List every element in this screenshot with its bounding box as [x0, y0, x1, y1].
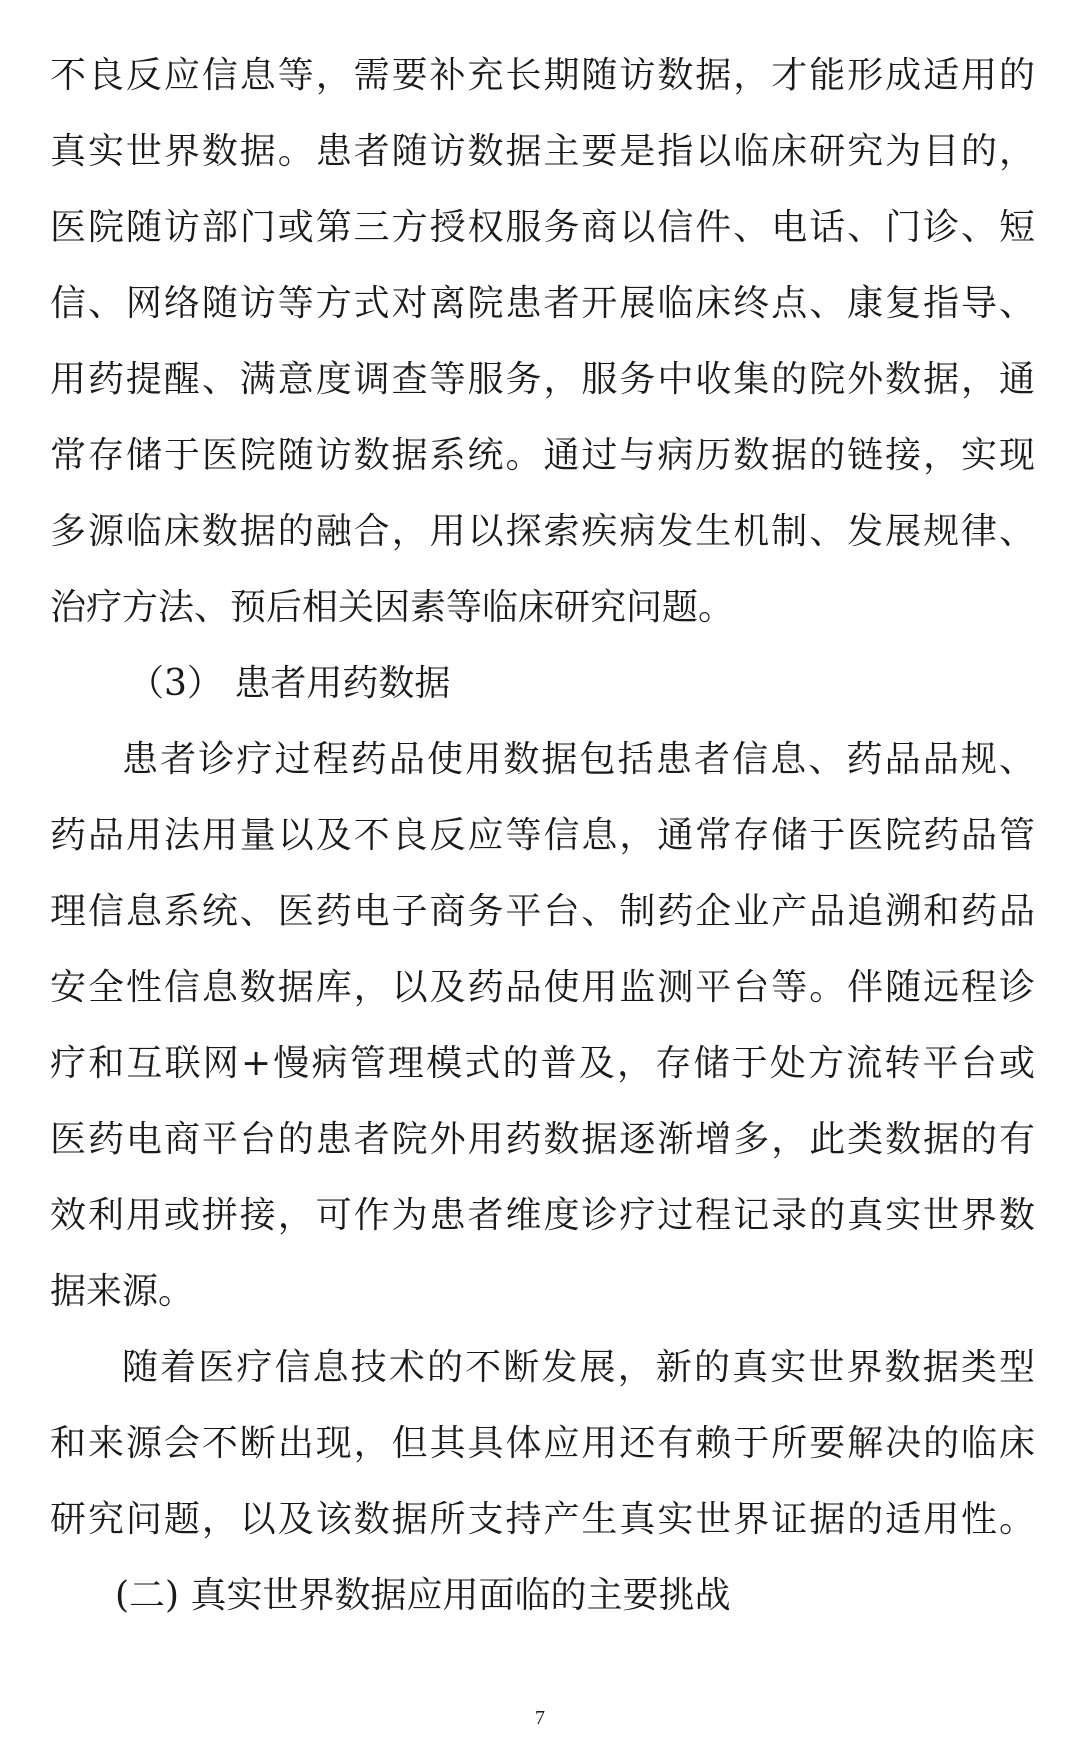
- text-line: 不良反应信息等，需要补充长期随访数据，才能形成适用的: [50, 55, 1035, 96]
- section-heading-challenges: (二) 真实世界数据应用面临的主要挑战: [115, 1575, 731, 1616]
- text-line: 和来源会不断出现，但其具体应用还有赖于所要解决的临床: [50, 1423, 1035, 1464]
- text-line: 研究问题，以及该数据所支持产生真实世界证据的适用性。: [50, 1499, 1035, 1540]
- text-line: 疗和互联网+慢病管理模式的普及，存储于处方流转平台或: [50, 1043, 1035, 1084]
- text-line: 治疗方法、预后相关因素等临床研究问题。: [50, 587, 735, 628]
- page-number: 7: [535, 1707, 545, 1729]
- text-line: 据来源。: [50, 1271, 195, 1312]
- text-line: 医药电商平台的患者院外用药数据逐渐增多，此类数据的有: [50, 1119, 1035, 1160]
- text-line: 常存储于医院随访数据系统。通过与病历数据的链接，实现: [50, 435, 1035, 476]
- text-line: 真实世界数据。患者随访数据主要是指以临床研究为目的，: [50, 131, 1035, 172]
- text-line: 效利用或拼接，可作为患者维度诊疗过程记录的真实世界数: [50, 1195, 1035, 1236]
- text-line: 医院随访部门或第三方授权服务商以信件、电话、门诊、短: [50, 207, 1035, 248]
- text-line: 信、网络随访等方式对离院患者开展临床终点、康复指导、: [50, 283, 1035, 324]
- text-line: 用药提醒、满意度调查等服务，服务中收集的院外数据，通: [50, 359, 1035, 400]
- text-line: 药品用法用量以及不良反应等信息，通常存储于医院药品管: [50, 815, 1035, 856]
- text-line: 患者诊疗过程药品使用数据包括患者信息、药品品规、: [122, 739, 1035, 780]
- subheading-medication-data: （3） 患者用药数据: [128, 663, 451, 704]
- text-line: 多源临床数据的融合，用以探索疾病发生机制、发展规律、: [50, 511, 1035, 552]
- text-line: 随着医疗信息技术的不断发展，新的真实世界数据类型: [122, 1347, 1035, 1388]
- text-line: 理信息系统、医药电子商务平台、制药企业产品追溯和药品: [50, 891, 1035, 932]
- text-line: 安全性信息数据库，以及药品使用监测平台等。伴随远程诊: [50, 967, 1035, 1008]
